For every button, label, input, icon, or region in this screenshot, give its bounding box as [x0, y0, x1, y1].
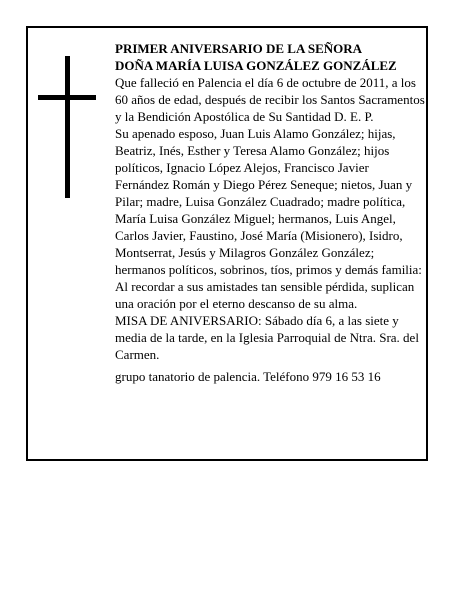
funeral-home-contact: grupo tanatorio de palencia. Teléfono 979 16 53 16 — [115, 369, 381, 384]
death-info: Que falleció en Palencia el día 6 de octubre de 2011, a los 60 años de edad, después de recibir los Santos Sacramentos y la Bendición Apostólica de Su Santidad D. E. P. — [115, 75, 425, 124]
cross-horizontal-bar — [38, 95, 96, 100]
family-list: Su apenado esposo, Juan Luis Alamo González; hijas, Beatriz, Inés, Esther y Teresa Alamo González; hijos políticos, Ignacio López Alejos, Francisco Javier Fernández Román y Diego Pérez Seneque; nietos, Juan y Pilar; madre, Luisa González Cuadrado; madre política, María Luisa González Miguel; hermanos, Luis Angel, Carlos Javier, Faustino, José María (Misionero), Isidro, Montserrat, Jesús y Milagros González González; hermanos políticos, sobrinos, tíos, primos y demás familia: — [115, 126, 422, 277]
mass-details: MISA DE ANIVERSARIO: Sábado día 6, a las siete y media de la tarde, en la Iglesia Parroquial de Ntra. Sra. del Carmen. — [115, 313, 419, 362]
notice-title-line-2: DOÑA MARÍA LUISA GONZÁLEZ GONZÁLEZ — [115, 58, 397, 73]
cross-icon — [38, 56, 96, 198]
prayer-request: Al recordar a sus amistades tan sensible pérdida, suplican una oración por el eterno descanso de su alma. — [115, 279, 415, 311]
cross-vertical-bar — [65, 56, 70, 198]
notice-text — [115, 40, 425, 385]
obituary-notice — [26, 26, 428, 461]
notice-title-line-1: PRIMER ANIVERSARIO DE LA SEÑORA — [115, 41, 363, 56]
